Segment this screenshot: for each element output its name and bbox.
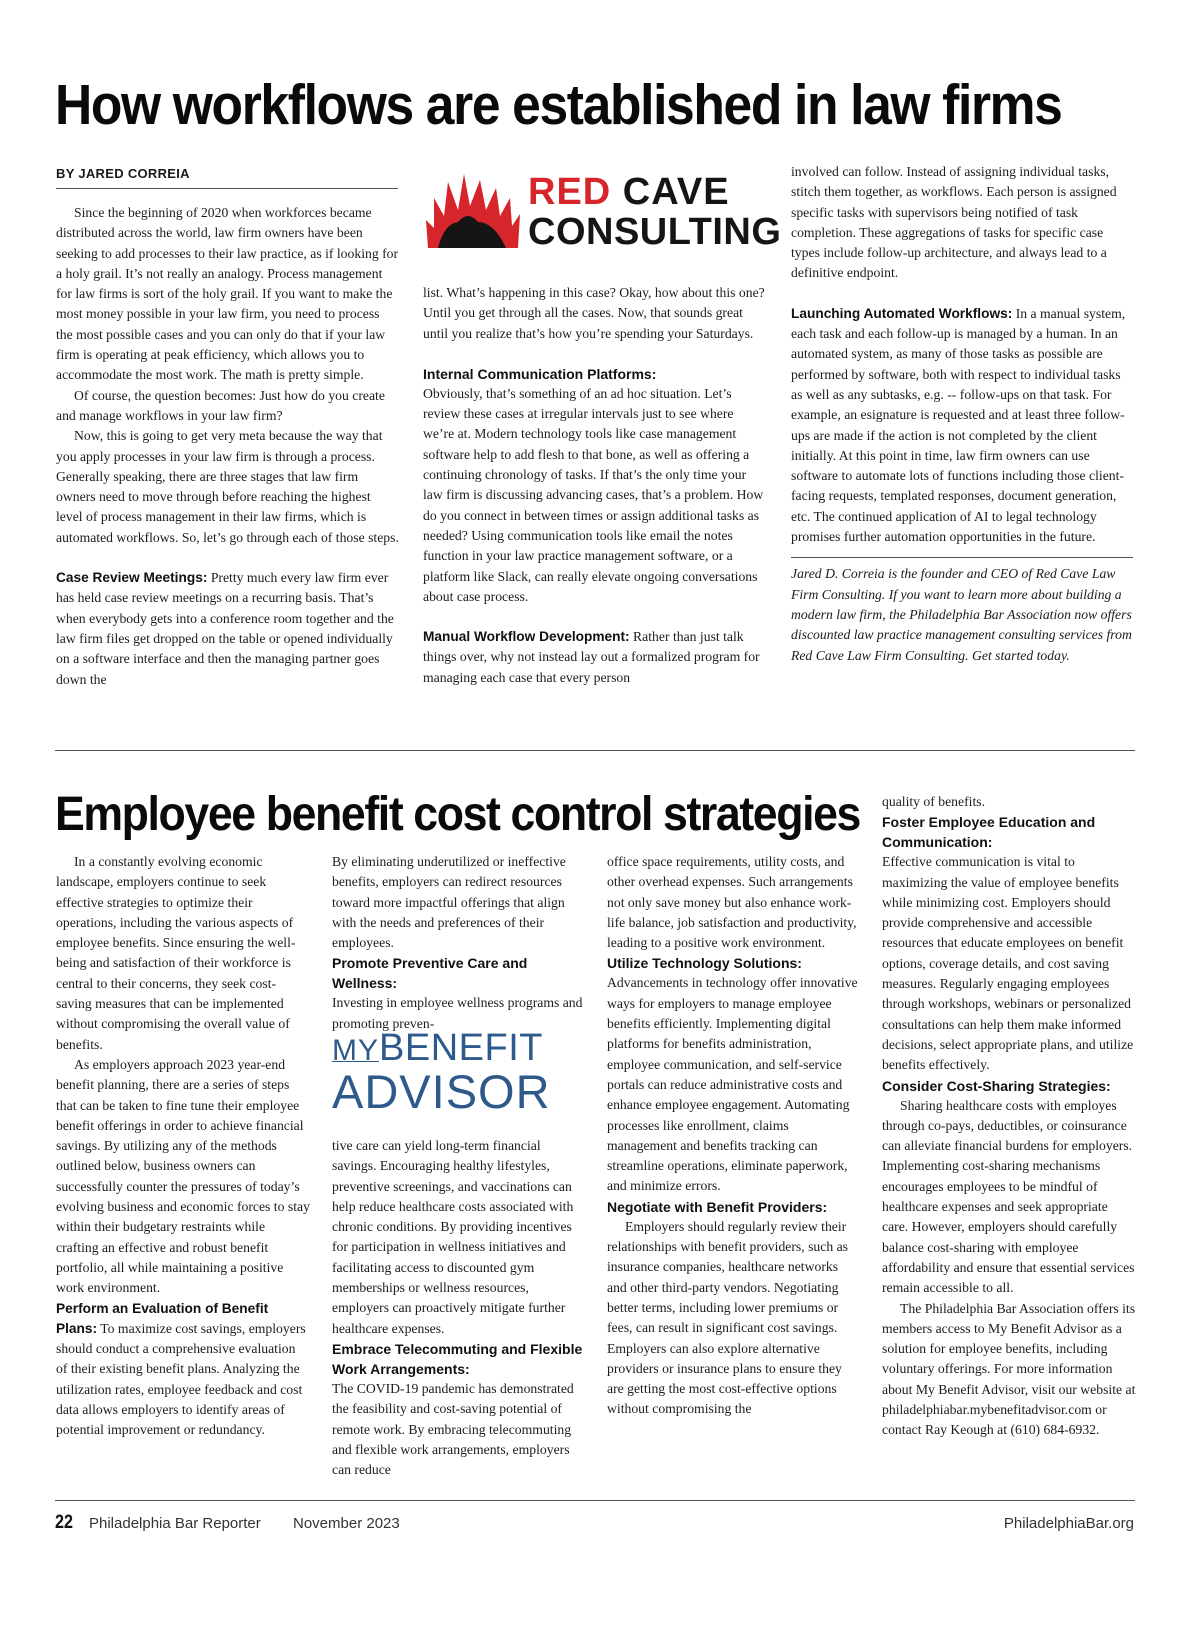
paragraph: The Philadelphia Bar Association offers its members access to My Benefit Advisor as a solution for employee benefits, including voluntary offerings. For more information about My Benefit Advisor, visit our website at philadelphiabar.mybenefitadvisor.com or contact Ray Keough at (610) 684-6932.: [882, 1300, 1136, 1438]
paragraph-text: Pretty much every law firm ever has held case review meetings on a recurring basis. That’s when everybody gets into a conference room together and the law firm files get dropped on the table or opened individually on a software interface and then the managing partner goes down the: [56, 570, 394, 687]
paragraph: list. What’s happening in this case? Okay, how about this one? Until you get through all the cases. Now, that sounds great until you realize that’s how you’re spending your Saturdays.: [423, 285, 765, 341]
paragraph: Of course, the question becomes: Just how do you create and manage workflows in your law firm?: [56, 387, 385, 423]
publication-name: Philadelphia Bar Reporter: [89, 1515, 261, 1532]
article1-column-2: [423, 283, 766, 688]
paragraph-text: In a manual system, each task and each follow-up is managed by a human. In an automated system, as many of those tasks as possible are performed by software, both with respect to individual tasks as well as any subtasks, e.g. -- follow-ups on that task. For example, an esignature is requested and at least three follow-ups are made if the action is not completed by the client initially. At this point in time, law firm owners can use software to automate lots of functions including those client-facing requests, templated responses, document generation, etc. The continued application of AI to legal technology promises further automation opportunities in the future.: [791, 305, 1126, 545]
article1-column-1: [56, 203, 399, 690]
subhead: Embrace Telecommuting and Flexible Work Arrangements:: [332, 1340, 583, 1377]
subhead: Case Review Meetings:: [56, 570, 208, 586]
bio-rule: [791, 557, 1133, 558]
paragraph: quality of benefits.: [882, 794, 986, 809]
paragraph: [607, 953, 861, 1196]
logo-word-cave: CAVE: [622, 171, 730, 213]
my-benefit-advisor-logo: [332, 1028, 588, 1118]
paragraph: [423, 364, 766, 607]
paragraph: [882, 812, 1137, 1075]
paragraph: tive care can yield long-term financial savings. Encouraging healthy lifestyles, preventive screenings, and vaccinations can help reduce healthcare costs associated with chronic conditions. By providing incentives for participation in wellness initiatives and facilitating access to discounted gym memberships or wellness resources, employers can proactively mitigate further healthcare expenses.: [332, 1138, 574, 1336]
paragraph: [56, 1299, 310, 1441]
paragraph: As employers approach 2023 year-end benefit planning, there are a series of steps that can be taken to fine tune their employee benefit offerings in order to achieve financial savings. By utilizing any of the methods outlined below, business owners can successfully counter the pressures of today’s evolving business and economic forces to stay within their budgetary restraints while crafting an effective and robust benefit portfolio, all while maintaining a positive work environment.: [56, 1056, 310, 1296]
paragraph-text: Obviously, that’s something of an ad hoc situation. Let’s review these cases at irregular intervals just to see where we’re at. Modern technology tools like case management software help to add flesh to that bone, as well as offering a continuing chronology of tasks. If that’s the only time your law firm is discussing advancing cases, that’s a problem. How do you connect in between times or assign additional tasks as needed? Using communication tools like email the notes function in your law practice management software, or a platform like Slack, can really elevate ongoing conversations about case process.: [423, 385, 764, 604]
byline: BY JARED CORREIA: [56, 166, 190, 181]
red-cave-logo: [424, 166, 782, 266]
footer-rule: [55, 1500, 1135, 1501]
subhead: Internal Communication Platforms:: [423, 365, 657, 382]
logo-word-benefit: BENEFIT: [379, 1027, 543, 1069]
paragraph: [607, 1197, 861, 1420]
paragraph: [423, 627, 766, 688]
article-title: Employee benefit cost control strategies: [55, 788, 860, 841]
website-link[interactable]: PhiladelphiaBar.org: [1003, 1515, 1134, 1532]
article2-column-4: [882, 792, 1137, 1441]
subhead: Negotiate with Benefit Providers:: [607, 1198, 828, 1215]
byline-rule: [56, 188, 398, 189]
subhead: Consider Cost-Sharing Strategies:: [882, 1077, 1111, 1094]
article2-column-2: [332, 852, 588, 1034]
subhead: Utilize Technology Solutions:: [607, 955, 802, 972]
paragraph-text: Sharing healthcare costs with employes through co-pays, deductibles, or coinsurance can alleviate financial burdens for employers. Implementing cost-sharing mechanisms encourages employees to be mindful of healthcare expenses and seek appropriate care. However, employers should carefully balance cost-sharing with employee affordability and ensure that essential services remain accessible to all.: [882, 1097, 1135, 1296]
article-title: How workflows are established in law firms: [55, 73, 1062, 137]
article2-column-3: [607, 852, 861, 1420]
logo-word-consulting: CONSULTING: [528, 211, 782, 253]
paragraph: [882, 1076, 1137, 1299]
logo-word-advisor: ADVISOR: [332, 1065, 551, 1118]
subhead: Promote Preventive Care and Wellness:: [332, 955, 528, 992]
logo-word-red: RED: [528, 171, 612, 213]
paragraph: [791, 304, 1133, 548]
paragraph: involved can follow. Instead of assigning individual tasks, stitch them together, as workflows. Each person is assigned specific tasks with supervisors being notified of task completion. These aggregations of tasks for specific case types include follow-up architecture, and always lead to a definitive endpoint.: [791, 164, 1117, 281]
author-bio: Jared D. Correia is the founder and CEO of Red Cave Law Firm Consulting. If you want to learn more about building a modern law firm, the Philadelphia Bar Association now offers discounted law practice management consulting services from Red Cave Law Firm Consulting. Get started today.: [791, 566, 1132, 663]
subhead: Perform an Evaluation of Benefit Plans:: [56, 1300, 269, 1336]
paragraph-text: Effective communication is vital to maximizing the value of employee benefits while minimizing cost. Employers should provide comprehensive and accessible resources that educate employees on benefit options, coverage details, and cost saving measures. Regularly engaging employees through workshops, webinars or personalized consultations can help them make informed decisions, select appropriate plans, and utilize benefits effectively.: [882, 854, 1134, 1073]
logo-word-my: MY: [332, 1034, 379, 1067]
paragraph-text: Advancements in technology offer innovative ways for employers to manage employee benefits efficiently. Implementing digital platforms for benefits administration, employee communication, and self-service portals can reduce administrative costs and enhance employee engagement. Automating processes like enrollment, claims management and benefits tracking can streamline operations, eliminate paperwork, and minimize errors.: [607, 975, 858, 1194]
paragraph-text: The COVID-19 pandemic has demonstrated the feasibility and cost-saving potential of remote work. By embracing telecommuting and flexible work arrangements, employers can reduce: [332, 1380, 574, 1478]
paragraph: By eliminating underutilized or ineffective benefits, employers can redirect resources toward more impactful offerings that align with the needs and preferences of their employees.: [332, 854, 566, 951]
subhead: Launching Automated Workflows:: [791, 305, 1013, 321]
publication-date: November 2023: [293, 1515, 400, 1532]
paragraph-text: To maximize cost savings, employers should conduct a comprehensive evaluation of their existing benefit plans. Analyzing the utilization rates, employee feedback and cost data allows employers to identify areas of potential improvement or redundancy.: [56, 1320, 306, 1438]
subhead: Manual Workflow Development:: [423, 629, 630, 645]
page-number: 22: [55, 1512, 73, 1533]
article2-column-2-cont: [332, 1136, 588, 1480]
section-divider: [55, 750, 1135, 751]
article2-column-1: [56, 852, 310, 1441]
paragraph: office space requirements, utility costs, and other overhead expenses. Such arrangements not only save money but also enhance work-life balance, job satisfaction and productivity, leading to a positive work environment.: [607, 854, 857, 951]
paragraph: [56, 568, 399, 690]
subhead: Foster Employee Education and Communication:: [882, 814, 1096, 851]
paragraph-text: Rather than just talk things over, why not instead lay out a formalized program for managing each case that every person: [423, 629, 760, 685]
paragraph: In a constantly evolving economic landscape, employers continue to seek effective strategies to optimize their operations, including the various aspects of employee benefits. Since ensuring the well-being and satisfaction of their workforce is central to their concerns, they seek cost-saving measures that can be implemented without compromising the overall value of benefits.: [56, 854, 296, 1052]
paragraph-text: Employers should regularly review their relationships with benefit providers, such as insurance companies, healthcare networks and other third-party vendors. Negotiating better terms, including lower premiums or fees, can result in significant cost savings. Employers can also explore alternative providers or insurance plans to ensure they are getting the most cost-effective options without compromising the: [607, 1218, 849, 1417]
paragraph-text: Investing in employee wellness programs and promoting preven-: [332, 995, 583, 1031]
paragraph: Now, this is going to get very meta because the way that you apply processes in your law firm is through a process. Generally speaking, there are three stages that law firm owners need to move through before reaching the highest level of process management in their law firms, which is automated workflows. So, let’s go through each of those steps.: [56, 428, 399, 545]
article1-column-3: [791, 162, 1133, 666]
paragraph: [332, 1339, 588, 1480]
paragraph: Since the beginning of 2020 when workforces became distributed across the world, law firm owners have been seeking to add processes to their law practice, as if looking for a holy grail. It’s not really an analogy. Process management for law firms is sort of the holy grail. If you want to make the most money possible in your law firm, you need to process the most possible cases and you can only do that if your law firm is operating at peak efficiency, which allows you to accommodate the most work. The math is pretty simple.: [56, 205, 399, 383]
paragraph: [332, 953, 588, 1034]
